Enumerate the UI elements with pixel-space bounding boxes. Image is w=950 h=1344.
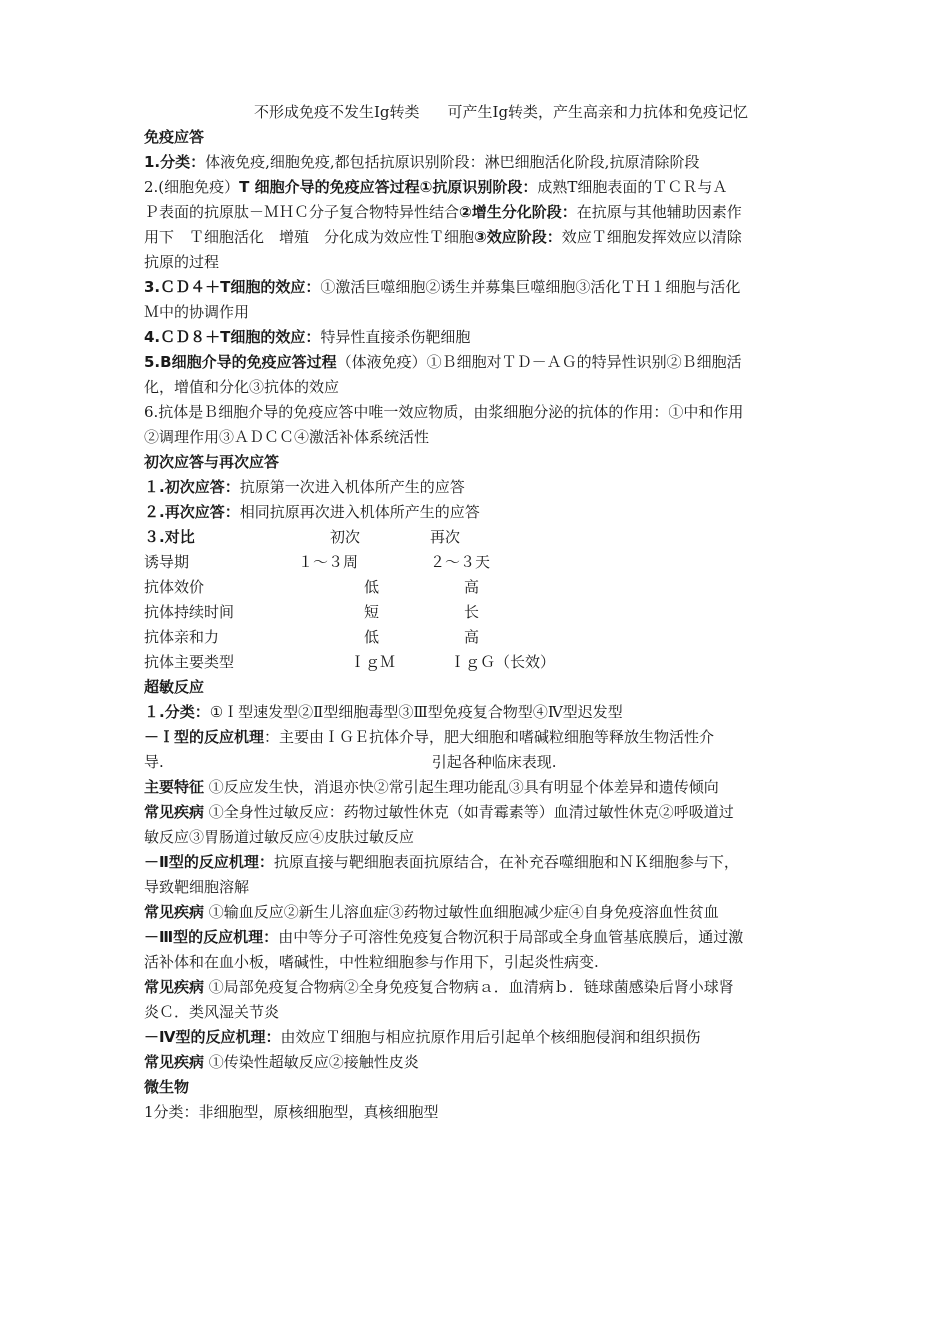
paragraph: 敏反应③胃肠道过敏反应④皮肤过敏反应 bbox=[144, 828, 415, 846]
paragraph: 活补体和在血小板，嗜碱性，中性粒细胞参与作用下，引起炎性病变. bbox=[144, 953, 599, 971]
paragraph: －Ⅱ型的反应机理：抗原直接与靶细胞表面抗原结合，在补充吞噬细胞和ＮＫ细胞参与下， bbox=[144, 853, 739, 871]
paragraph: Ｍ中的协调作用 bbox=[144, 303, 250, 321]
paragraph: 常见疾病 ①传染性超敏反应②接触性皮炎 bbox=[144, 1053, 419, 1071]
table-row: 抗体效价 低 高 bbox=[144, 578, 480, 596]
paragraph: 抗原的过程 bbox=[144, 253, 220, 271]
paragraph: 化，增值和分化③抗体的效应 bbox=[144, 378, 340, 396]
paragraph: Ｐ表面的抗原肽－ＭＨＣ分子复合物特异性结合②增生分化阶段：在抗原与其他辅助因素作 bbox=[144, 203, 742, 221]
section-title-primary-secondary: 初次应答与再次应答 bbox=[144, 453, 280, 471]
paragraph: －Ｉ型的反应机理：主要由ＩＧＥ抗体介导，肥大细胞和嗜碱粒细胞等释放生物活性介 bbox=[144, 728, 715, 746]
paragraph: 炎Ｃ．类风湿关节炎 bbox=[144, 1003, 280, 1021]
table-row: 抗体持续时间 短 长 bbox=[144, 603, 480, 621]
paragraph: 1分类：非细胞型，原核细胞型，真核细胞型 bbox=[144, 1103, 439, 1121]
paragraph: 用下 Ｔ细胞活化 增殖 分化成为效应性Ｔ细胞③效应阶段：效应Ｔ细胞发挥效应以清除 bbox=[144, 228, 742, 246]
paragraph: 常见疾病 ①全身性过敏反应：药物过敏性休克（如青霉素等）血清过敏性休克②呼吸道过 bbox=[144, 803, 734, 821]
table-header: ３.对比 初次 再次 bbox=[144, 528, 461, 546]
comparison-table bbox=[144, 525, 816, 675]
paragraph: 3.ＣＤ４＋T细胞的效应：①激活巨噬细胞②诱生并募集巨噬细胞③活化ＴＨ１细胞与活化 bbox=[144, 278, 741, 296]
paragraph: －Ⅳ型的反应机理：由效应Ｔ细胞与相应抗原作用后引起单个核细胞侵润和组织损伤 bbox=[144, 1028, 701, 1046]
header-right: 可产生Ig转类，产生高亲和力抗体和免疫记忆 bbox=[447, 103, 749, 121]
paragraph: 导. 引起各种临床表现. bbox=[144, 753, 557, 771]
paragraph: －Ⅲ型的反应机理：由中等分子可溶性免疫复合物沉积于局部或全身血管基底膜后，通过激 bbox=[144, 928, 744, 946]
section-title-microbes: 微生物 bbox=[144, 1078, 190, 1096]
paragraph: 主要特征 ①反应发生快，消退亦快②常引起生理功能乱③具有明显个体差异和遗传倾向 bbox=[144, 778, 719, 796]
document-body bbox=[144, 100, 816, 1125]
section-title-hypersensitivity: 超敏反应 bbox=[144, 678, 205, 696]
header-left: 不形成免疫不发生Ig转类 bbox=[254, 103, 420, 121]
paragraph: 1.分类：体液免疫,细胞免疫,都包括抗原识别阶段：淋巴细胞活化阶段,抗原清除阶段 bbox=[144, 153, 700, 171]
header-row bbox=[144, 100, 816, 125]
paragraph: 2.(细胞免疫）T 细胞介导的免疫应答过程①抗原识别阶段：成熟T细胞表面的ＴＣＲ与Ａ bbox=[144, 178, 728, 196]
paragraph: １.分类：①Ｉ型速发型②Ⅱ型细胞毒型③Ⅲ型免疫复合物型④Ⅳ型迟发型 bbox=[144, 703, 623, 721]
table-row: 诱导期 １～３周 ２～３天 bbox=[144, 553, 491, 571]
paragraph: 常见疾病 ①局部免疫复合物病②全身免疫复合物病ａ．血清病ｂ．链球菌感染后肾小球肾 bbox=[144, 978, 734, 996]
table-row: 抗体主要类型 ＩｇＭ ＩｇＧ（长效） bbox=[144, 653, 556, 671]
paragraph: 4.ＣＤ８＋T细胞的效应：特异性直接杀伤靶细胞 bbox=[144, 328, 471, 346]
paragraph: 5.B细胞介导的免疫应答过程（体液免疫）①Ｂ细胞对ＴＤ－ＡＧ的特异性识别②Ｂ细胞活 bbox=[144, 353, 742, 371]
list-item: １.初次应答：抗原第一次进入机体所产生的应答 bbox=[144, 478, 465, 496]
table-row: 抗体亲和力 低 高 bbox=[144, 628, 480, 646]
paragraph: 导致靶细胞溶解 bbox=[144, 878, 250, 896]
paragraph: 6.抗体是Ｂ细胞介导的免疫应答中唯一效应物质，由浆细胞分泌的抗体的作用：①中和作用 bbox=[144, 403, 744, 421]
section-title-immune-response: 免疫应答 bbox=[144, 128, 205, 146]
paragraph: 常见疾病 ①输血反应②新生儿溶血症③药物过敏性血细胞减少症④自身免疫溶血性贫血 bbox=[144, 903, 719, 921]
list-item: ２.再次应答：相同抗原再次进入机体所产生的应答 bbox=[144, 503, 480, 521]
paragraph: ②调理作用③ＡＤＣＣ④激活补体系统活性 bbox=[144, 428, 430, 446]
